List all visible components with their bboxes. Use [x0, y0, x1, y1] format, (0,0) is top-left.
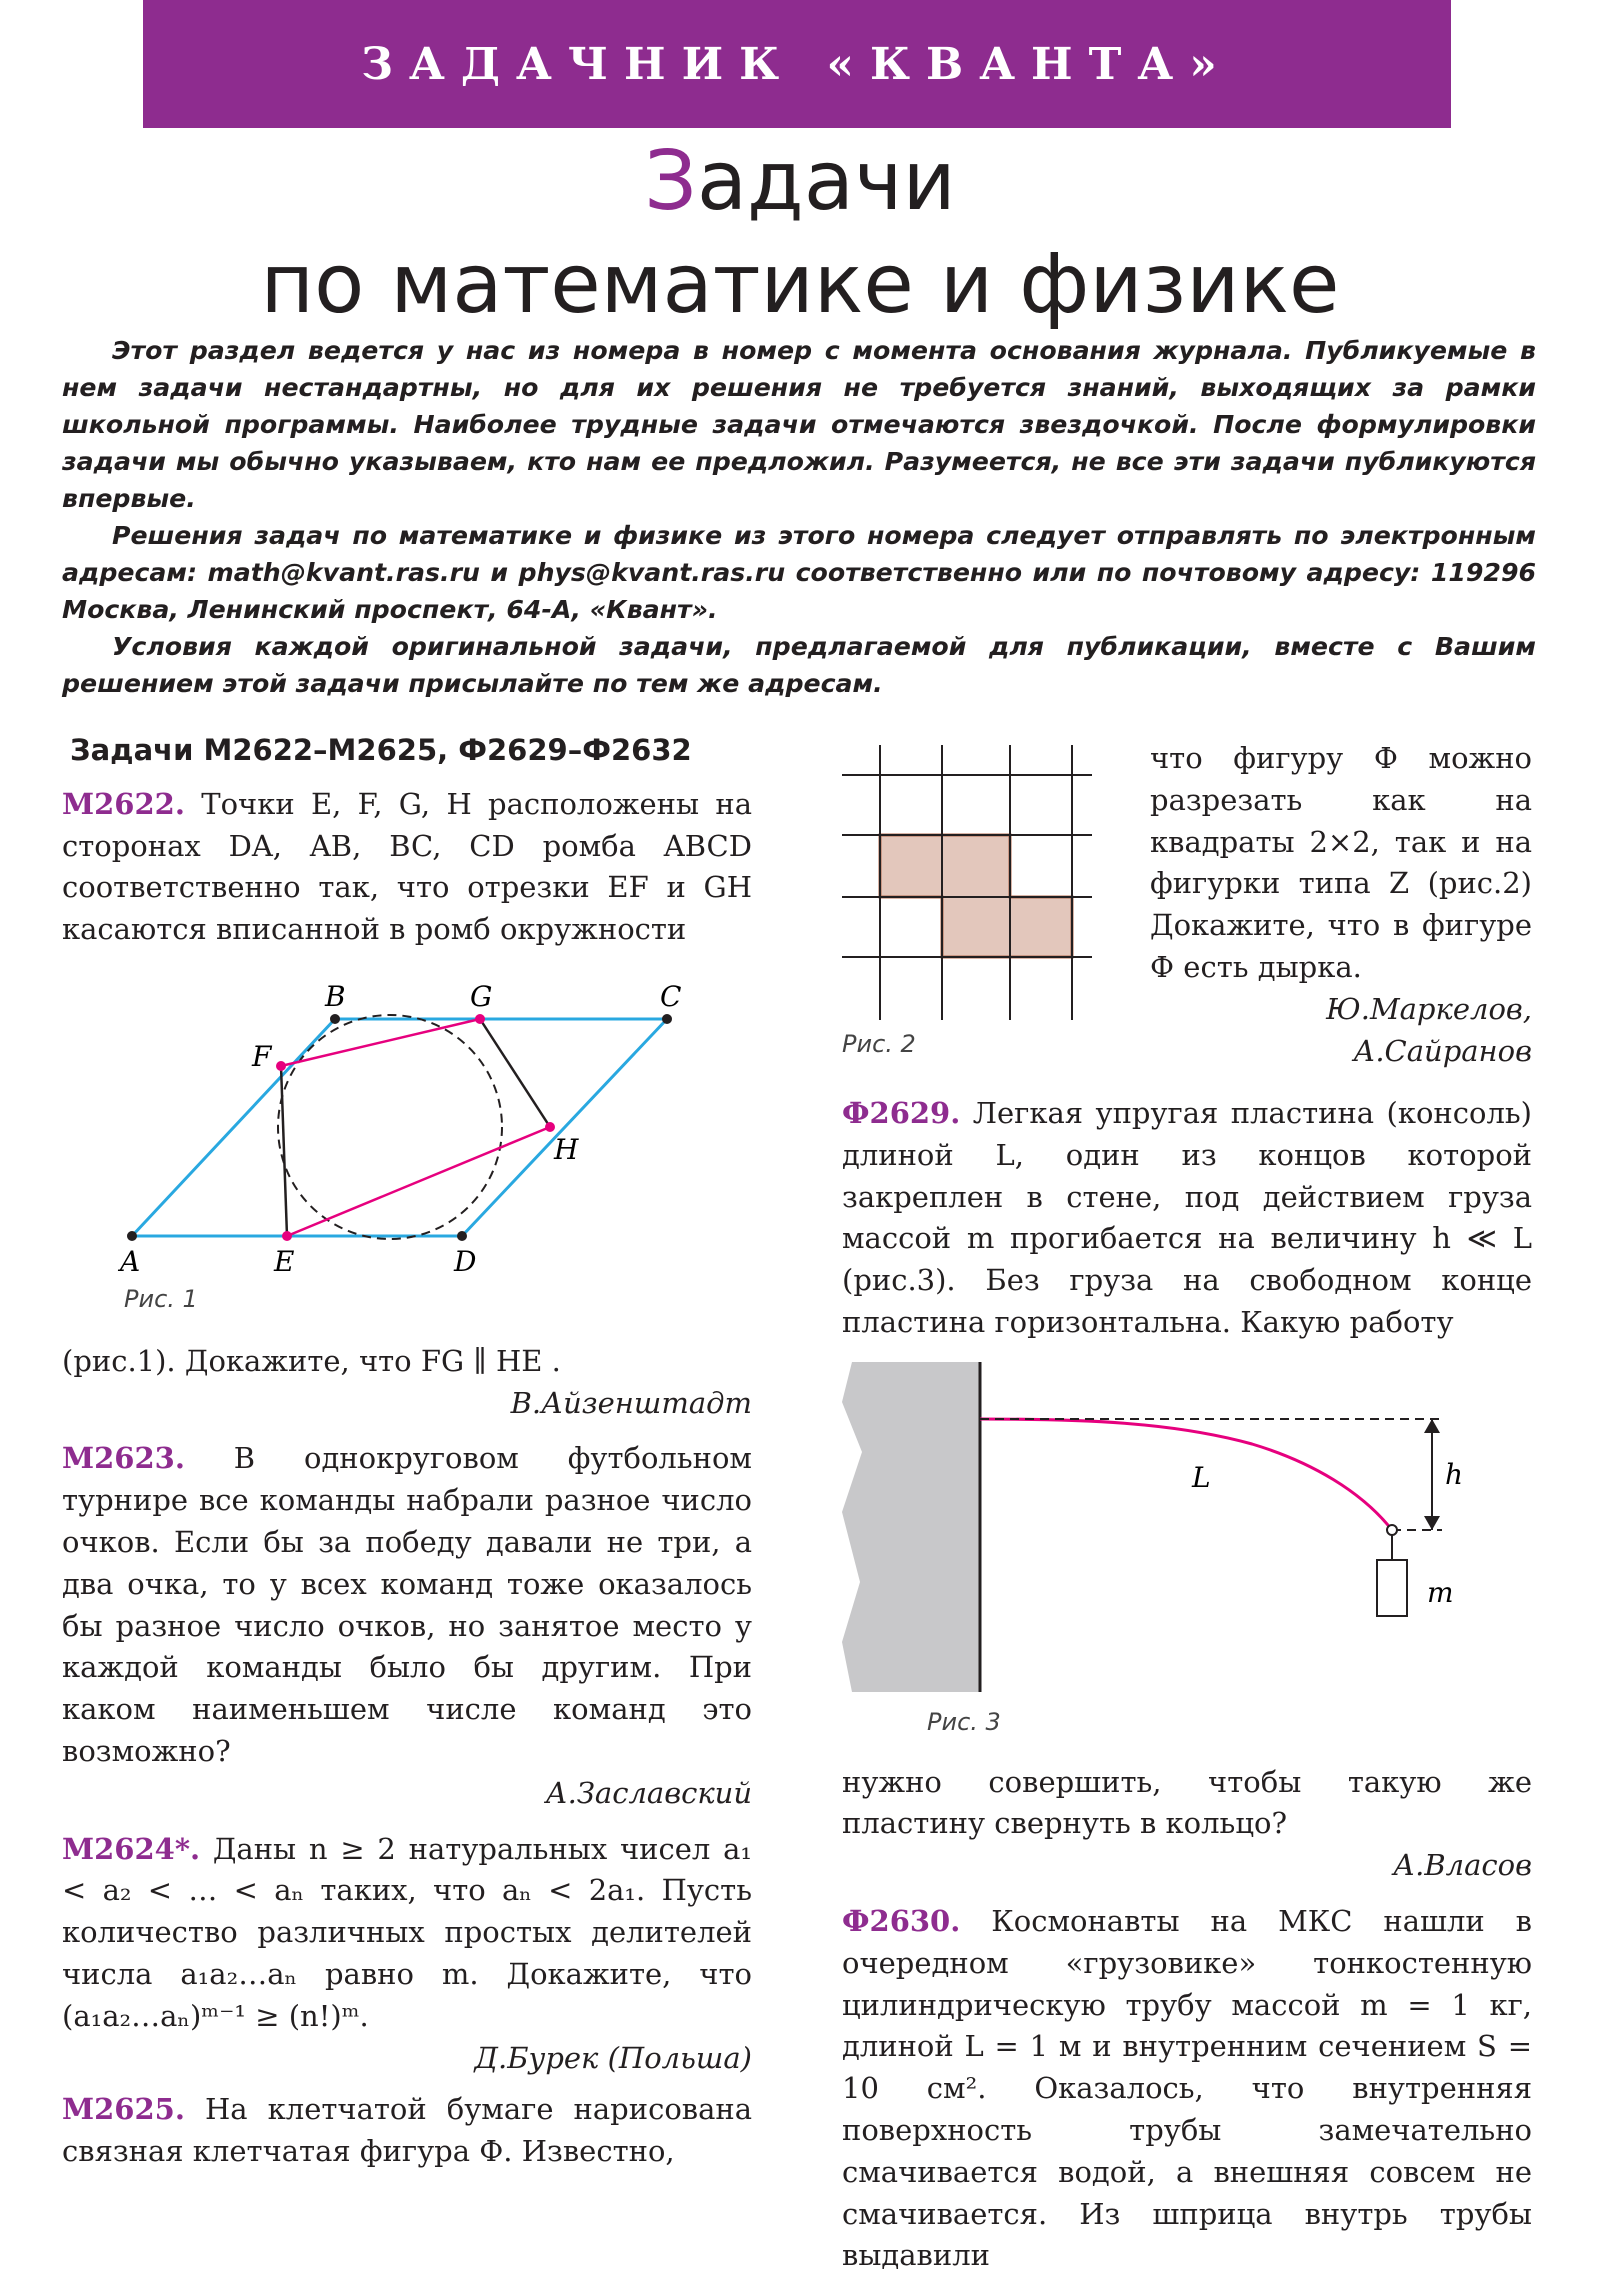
intro-paragraph-3: Условия каждой оригинальной задачи, предлагаемой для публикации, вместе с Вашим решением этой задачи присылайте по тем же адресам. [62, 632, 1536, 698]
problem-m2624 [62, 1829, 752, 2038]
title-rest: адачи [696, 134, 956, 229]
page-subtitle: по математике и физике [260, 237, 1340, 332]
label-F: F [252, 1039, 272, 1073]
left-column [62, 730, 752, 2173]
section-banner [143, 0, 1451, 128]
author-f2629: А.Власов [1393, 1848, 1532, 1883]
label-H: H [554, 1132, 579, 1166]
label-h: h [1445, 1457, 1464, 1491]
right-column [842, 1093, 1532, 2277]
problem-m2622-cont: (рис.1). Докажите, что FG ∥ HE . [62, 1343, 561, 1378]
problem-id: М2625. [62, 2092, 185, 2127]
problem-f2630 [842, 1901, 1532, 2277]
problem-m2622 [62, 784, 752, 951]
figure-3-cantilever [842, 1362, 1532, 1732]
problem-text: На клетчатой бумаге нарисована связная клетчатая фигура Ф. Известно, [62, 2092, 753, 2169]
problem-m2625 [62, 2089, 752, 2173]
problem-text: В однокруговом футбольном турнире все команды набрали разное число очков. Если бы за победу давали не три, а два очка, то у всех команд тоже оказалось бы разное число очков, но занятое место у каждой команды было бы другим. При каком наименьшем числе команд это возможно? [62, 1441, 752, 1768]
author-m2622: В.Айзенштадт [510, 1385, 752, 1420]
m2625-continuation [1150, 738, 1532, 1072]
label-m: m [1427, 1575, 1454, 1609]
figure-1-rhombus [62, 951, 752, 1291]
intro-paragraph-1: Этот раздел ведется у нас из номера в номер с момента основания журнала. Публикуемые в нем задачи нестандартны, но для их решения не требуется знаний, выходящих за рамки школьной программы. Наиболее трудные задачи отмечаются звездочкой. После формулировки задачи мы обычно указываем, кто нам ее предложил. Разумеется, не все эти задачи публикуются впервые. [62, 336, 1536, 513]
author-m2624: Д.Бурек (Польша) [474, 2040, 752, 2075]
intro-paragraph-2: Решения задач по математике и физике из этого номера следует отправлять по электронным адресам: math@kvant.ras.ru и phys@kvant.ras.ru соответственно или по почтовому адресу: 119296 Москва, Ленинский проспект, 64-А, «Квант». [62, 521, 1536, 624]
problem-id: Ф2630. [842, 1903, 961, 1938]
label-G: G [470, 979, 493, 1013]
figure-1-caption: Рис. 1 [124, 1284, 198, 1313]
author-m2623: А.Заславский [545, 1775, 752, 1810]
problem-text: Легкая упругая пластина (консоль) длиной L, один из концов которой закреплен в стене, под действием груза массой m прогибается на величину h ≪ L (рис.3). Без груза на свободном конце пластина горизонтальна. Какую работу [842, 1096, 1532, 1339]
problem-text: Точки E, F, G, H расположены на сторонах DA, AB, BC, CD ромба ABCD соответственно так, что отрезки EF и GH касаются вписанной в ромб окружности [62, 786, 752, 947]
figure-2-caption: Рис. 2 [842, 1030, 916, 1058]
label-C: C [660, 979, 682, 1013]
problem-m2623 [62, 1438, 752, 1772]
section-title: Задачи М2622–М2625, Ф2629–Ф2632 [70, 733, 692, 767]
label-A: A [120, 1244, 141, 1278]
figure-3-caption: Рис. 3 [927, 1707, 1001, 1736]
figure-2-grid [842, 745, 1092, 1025]
label-E: E [274, 1244, 295, 1278]
problem-f2629-cont: нужно совершить, чтобы такую же пластину свернуть в кольцо? [842, 1764, 1532, 1841]
problem-text: Даны n ≥ 2 натуральных чисел a₁ < a₂ < … < aₙ таких, что aₙ < 2a₁. Пусть количество различных простых делителей числа a₁a₂…aₙ равно m. Докажите, что (a₁a₂…aₙ)ᵐ⁻¹ ≥ (n!)ᵐ. [62, 1831, 753, 2033]
banner-text: ЗАДАЧНИК «КВАНТА» [361, 38, 1233, 90]
label-L: L [1192, 1460, 1211, 1494]
page-title [0, 132, 1600, 232]
author-m2625-1: Ю.Маркелов, [1326, 991, 1532, 1026]
problem-id: Ф2629. [842, 1096, 961, 1130]
intro-block [62, 332, 1536, 702]
label-B: B [325, 979, 346, 1013]
problem-id: М2623. [62, 1441, 185, 1476]
problem-f2629 [842, 1093, 1532, 1344]
title-accent-letter: З [644, 134, 697, 229]
label-D: D [454, 1244, 477, 1278]
problem-text: Космонавты на МКС нашли в очередном «грузовике» тонкостенную цилиндрическую трубу массой m = 1 кг, длиной L = 1 м и внутренним сечением S = 10 см². Оказалось, что внутренняя поверхность трубы замечательно смачивается водой, а внешняя совсем не смачивается. Из шприца внутрь трубы выдавили [842, 1903, 1532, 2273]
problem-id: М2624*. [62, 1831, 201, 1866]
problem-id: М2622. [62, 786, 185, 821]
author-m2625-2: А.Сайранов [1353, 1033, 1532, 1068]
problem-m2625-cont: что фигуру Ф можно разрезать как на квадраты 2×2, так и на фигурки типа Z (рис.2) Докажите, что в фигуре Ф есть дырка. [1150, 741, 1532, 984]
